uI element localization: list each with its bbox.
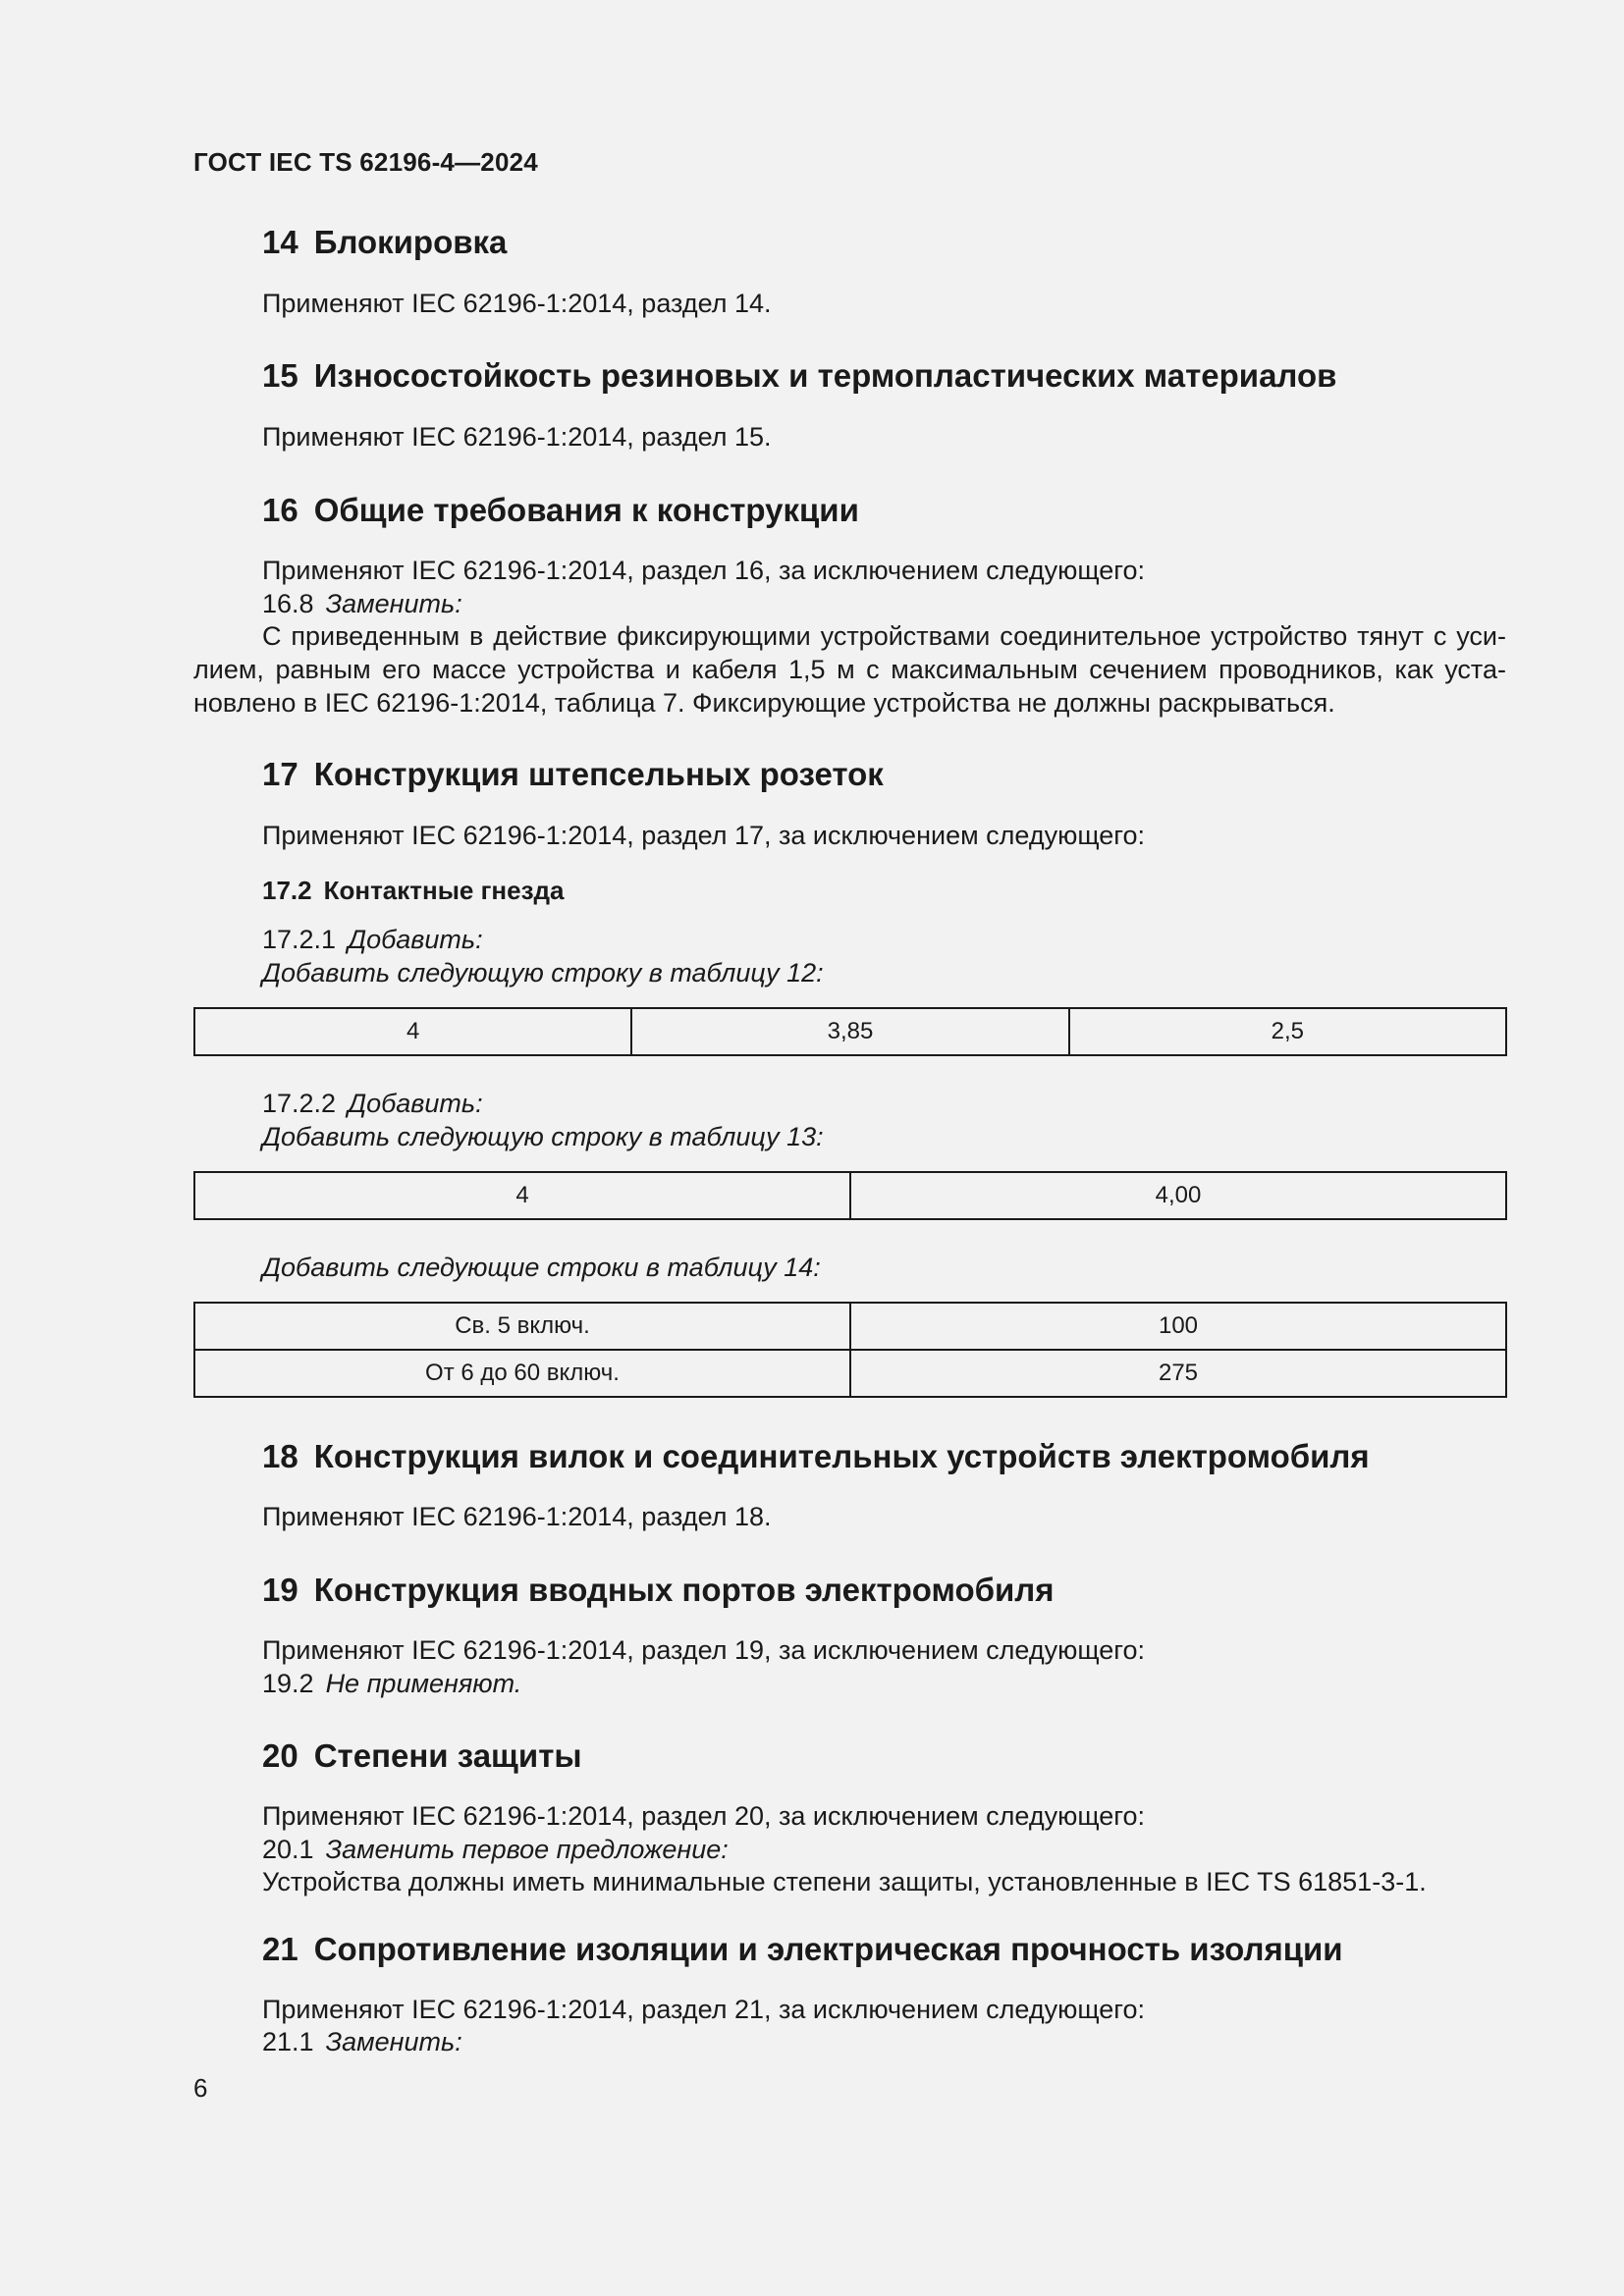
item-20-1-text: Устройства должны иметь минимальные степени защиты, установленные в IEC TS 61851-3-1. [262,1867,1427,1896]
table-cell: 3,85 [631,1008,1068,1055]
table-14-instruction: Добавить следующие строки в таблицу 14: [262,1253,821,1282]
item-number: 20.1 [262,1835,314,1864]
table-row [194,1350,1506,1397]
item-number: 21.1 [262,2027,314,2056]
table-cell: От 6 до 60 включ. [194,1350,850,1397]
item-19-2 [262,1667,521,1700]
section-16-paragraph [193,619,1506,720]
subsection-17-2-heading [262,876,564,906]
table-cell: Св. 5 включ. [194,1303,850,1350]
section-14-heading [262,224,507,261]
section-title: Блокировка [313,224,508,260]
subsection-number: 17.2 [262,876,312,905]
section-title: Конструкция вилок и соединительных устройств электромобиля [313,1438,1370,1474]
section-number: 14 [262,224,298,260]
table-13-row [193,1171,1507,1220]
item-17-2-2-text: Добавить следующую строку в таблицу 13: [262,1122,824,1151]
section-number: 15 [262,357,298,394]
item-20-1 [262,1833,729,1866]
section-title: Сопротивление изоляции и электрическая прочность изоляции [313,1931,1343,1967]
page-number: 6 [193,2073,208,2103]
table-row [194,1008,1506,1055]
item-number: 19.2 [262,1669,314,1698]
table-cell: 4,00 [850,1172,1506,1219]
section-number: 16 [262,492,298,528]
section-14-text: Применяют IEC 62196-1:2014, раздел 14. [262,289,772,318]
section-number: 17 [262,756,298,792]
item-21-1 [262,2025,462,2058]
table-cell: 275 [850,1350,1506,1397]
item-label: Заменить: [325,2027,462,2056]
item-label: Заменить: [325,589,462,618]
table-row [194,1303,1506,1350]
section-15-text: Применяют IEC 62196-1:2014, раздел 15. [262,422,772,452]
item-17-2-1 [262,923,483,956]
section-title: Конструкция вводных портов электромобиля [313,1572,1055,1608]
item-17-2-1-text: Добавить следующую строку в таблицу 12: [262,958,824,988]
item-label: Добавить: [348,925,483,954]
section-17-text: Применяют IEC 62196-1:2014, раздел 17, за исключением следующего: [262,821,1146,850]
item-label: Не применяют. [325,1669,522,1698]
section-number: 21 [262,1931,298,1967]
table-cell: 2,5 [1069,1008,1506,1055]
item-17-2-2 [262,1087,483,1120]
paragraph-line: лием, равным его массе устройства и кабеля 1,5 м с максимальным сечением проводников, как уста- [193,655,1506,684]
section-19-heading [262,1572,1055,1609]
table-cell: 4 [194,1008,631,1055]
item-number: 17.2.1 [262,925,337,954]
section-19-text: Применяют IEC 62196-1:2014, раздел 19, за исключением следующего: [262,1635,1146,1665]
section-title: Общие требования к конструкции [313,492,859,528]
item-number: 16.8 [262,589,314,618]
section-21-text: Применяют IEC 62196-1:2014, раздел 21, за исключением следующего: [262,1995,1146,2024]
table-14-rows [193,1302,1507,1398]
item-16-8 [262,587,462,620]
section-number: 19 [262,1572,298,1608]
section-17-heading [262,756,884,793]
section-20-heading [262,1737,582,1775]
section-title: Степени защиты [313,1737,582,1774]
item-number: 17.2.2 [262,1089,337,1118]
item-label: Добавить: [348,1089,483,1118]
paragraph-line: С приведенным в действие фиксирующими устройствами соединительное устройство тянут с уси- [262,621,1506,651]
table-row [194,1172,1506,1219]
document-header: ГОСТ IEC TS 62196-4—2024 [193,147,538,177]
section-18-text: Применяют IEC 62196-1:2014, раздел 18. [262,1502,772,1531]
section-21-heading [262,1931,1343,1968]
section-16-heading [262,492,859,529]
table-cell: 4 [194,1172,850,1219]
paragraph-line: новлено в IEC 62196-1:2014, таблица 7. Фиксирующие устройства не должны раскрываться. [193,688,1335,718]
subsection-title: Контактные гнезда [323,876,565,905]
item-label: Заменить первое предложение: [325,1835,729,1864]
section-title: Износостойкость резиновых и термопластических материалов [313,357,1337,394]
section-number: 18 [262,1438,298,1474]
section-16-text: Применяют IEC 62196-1:2014, раздел 16, за исключением следующего: [262,556,1146,585]
table-cell: 100 [850,1303,1506,1350]
section-number: 20 [262,1737,298,1774]
section-title: Конструкция штепсельных розеток [313,756,884,792]
table-12-row [193,1007,1507,1056]
section-18-heading [262,1438,1370,1475]
section-20-text: Применяют IEC 62196-1:2014, раздел 20, за исключением следующего: [262,1801,1146,1831]
section-15-heading [262,357,1336,395]
